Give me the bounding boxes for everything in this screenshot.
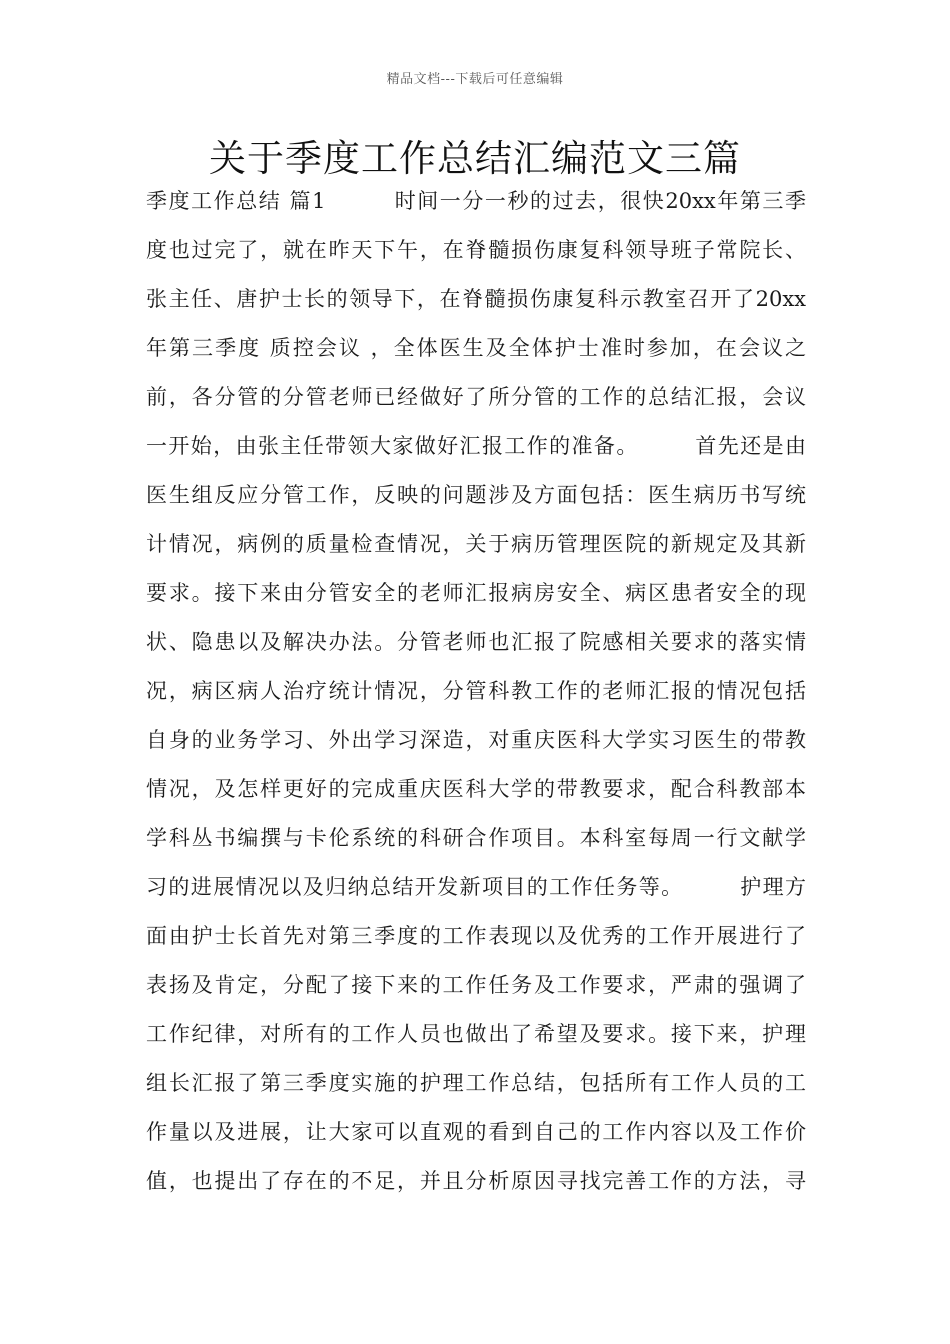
text-line: 况，病区病人治疗统计情况，分管科教工作的老师汇报的情况包括 [146,679,806,703]
text-line: 医生组反应分管工作，反映的问题涉及方面包括：医生病历书写统 [146,483,806,507]
text-line: 年第三季度 质控会议 ，全体医生及全体护士准时参加，在会议之 [146,336,806,360]
header-note: 精品文档---下载后可任意编辑 [386,72,564,87]
text-line: 面由护士长首先对第三季度的工作表现以及优秀的工作开展进行了 [146,924,806,948]
text-line: 自身的业务学习、外出学习深造，对重庆医科大学实习医生的带教 [146,728,806,752]
text-line: 状、隐患以及解决办法。分管老师也汇报了院感相关要求的落实情 [146,630,806,654]
text-line: 学科丛书编撰与卡伦系统的科研合作项目。本科室每周一行文献学 [146,826,806,850]
text-line: 季度工作总结 篇1 时间一分一秒的过去，很快20xx年第三季 [146,189,806,213]
text-line: 工作纪律，对所有的工作人员也做出了希望及要求。接下来，护理 [146,1022,806,1046]
text-line: 习的进展情况以及归纳总结开发新项目的工作任务等。 护理方 [146,875,806,899]
text-line: 组长汇报了第三季度实施的护理工作总结，包括所有工作人员的工 [146,1071,806,1095]
body-text [146,181,806,1210]
text-line: 要求。接下来由分管安全的老师汇报病房安全、病区患者安全的现 [146,581,806,605]
text-line: 表扬及肯定，分配了接下来的工作任务及工作要求，严肃的强调了 [146,973,806,997]
text-line: 情况，及怎样更好的完成重庆医科大学的带教要求，配合科教部本 [146,777,806,801]
text-line: 作量以及进展，让大家可以直观的看到自己的工作内容以及工作价 [146,1120,806,1144]
text-line: 一开始，由张主任带领大家做好汇报工作的准备。 首先还是由 [146,434,806,458]
text-line: 前，各分管的分管老师已经做好了所分管的工作的总结汇报，会议 [146,385,806,409]
text-line: 计情况，病例的质量检查情况，关于病历管理医院的新规定及其新 [146,532,806,556]
text-line: 度也过完了，就在昨天下午，在脊髓损伤康复科领导班子常院长、 [146,238,806,262]
text-line: 值，也提出了存在的不足，并且分析原因寻找完善工作的方法，寻 [146,1169,806,1193]
document-title: 关于季度工作总结汇编范文三篇 [209,137,741,180]
text-line: 张主任、唐护士长的领导下，在脊髓损伤康复科示教室召开了20xx [146,287,806,311]
